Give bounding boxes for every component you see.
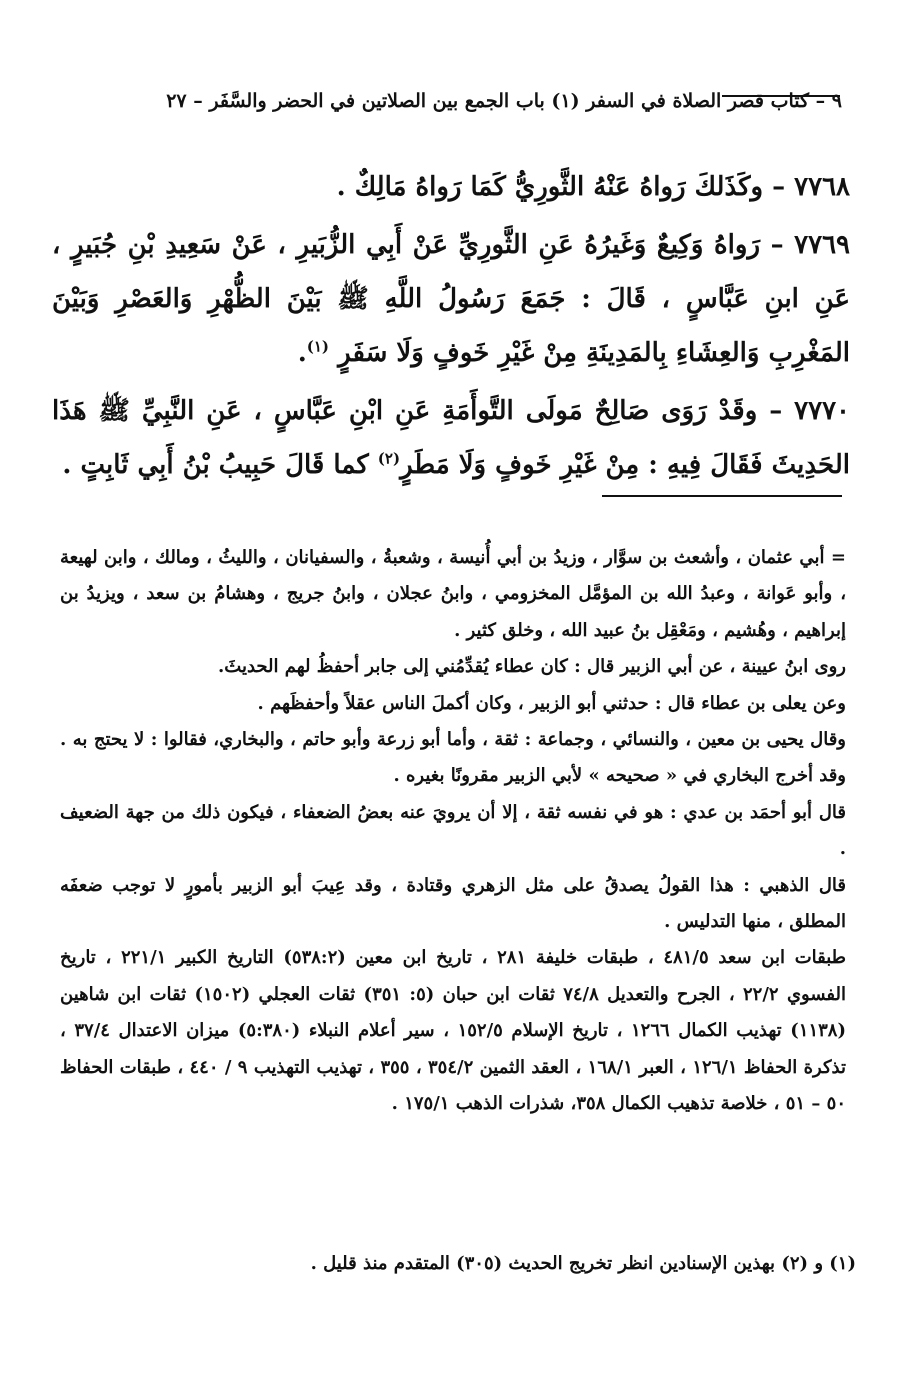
main-text xyxy=(52,160,850,496)
note-paragraph: = أبي عثمان ، وأشعث بن سوَّار ، وزيدُ بن أبي أُنيسة ، وشعبةُ ، والسفيانان ، والليثُ ، ومالك ، وابن لهيعة ، وأبو عَوانة ، وعبدُ الله بن المؤمَّل المخزومي ، وابنُ عجلان ، وابنُ جريج ، وهشامُ بن سعد ، ويزيدُ بن إبراهيم ، وهُشيم ، ومَعْقِل بنُ عبيد الله ، وخلق كثير . xyxy=(60,547,846,641)
header-title: ٩ – كتاب قصر الصلاة في السفر (١) باب الجمع بين الصلاتين في الحضر والسَّفَر – ٢٧ xyxy=(166,90,842,112)
note-paragraph: وعن يعلى بن عطاء قال : حدثني أبو الزبير ، وكان أكملَ الناس عقلاً وأحفظَهم . xyxy=(257,692,846,714)
sources-paragraph: طبقات ابن سعد ٤٨١/٥ ، طبقات خليفة ٢٨١ ، تاريخ ابن معين (٥٣٨:٢) التاريخ الكبير ٢٢١/١ ، تاريخ الفسوي ٢٢/٢ ، الجرح والتعديل ٧٤/٨ ثقات ابن حبان (٥: ٣٥١) ثقات العجلي (١٥٠٢) ثقات ابن شاهين (١١٣٨) تهذيب الكمال ١٢٦٦ ، تاريخ الإسلام ١٥٢/٥ ، سير أعلام النبلاء (٥:٣٨٠) ميزان الاعتدال ٣٧/٤ ، تذكرة الحفاظ ١٢٦/١ ، العبر ١٦٨/١ ، العقد الثمين ٣٥٤/٢ ، ٣٥٥ ، تهذيب التهذيب ٩ / ٤٤٠ ، طبقات الحفاظ ٥٠ – ٥١ ، خلاصة تذهيب الكمال ٣٥٨، شذرات الذهب ١٧٥/١ . xyxy=(60,947,846,1115)
hadith-7768 xyxy=(52,160,850,214)
note-paragraph: قال الذهبي : هذا القولُ يصدقُ على مثل الزهري وقتادة ، وقد عِيبَ أبو الزبير بأمورٍ لا توجب ضعفَه المطلق ، منها التدليس . xyxy=(60,874,846,933)
hadith-text-end: كما قَالَ حَبِيبُ بْنُ أَبِي ثَابِتٍ . xyxy=(62,450,378,480)
note-paragraph: وقال يحيى بن معين ، والنسائي ، وجماعة : ثقة ، وأما أبو زرعة وأبو حاتم ، والبخاري، فقالوا : لا يحتج به . وقد أخرج البخاري في « صحيحه » لأبي الزبير مقرونًا بغيره . xyxy=(60,729,846,787)
hadith-number: ٧٧٦٩ xyxy=(794,230,850,260)
commentary-notes xyxy=(60,540,846,1123)
footnote: (١) و (٢) بهذين الإسنادين انظر تخريج الحديث (٣٠٥) المتقدم منذ قليل . xyxy=(310,1253,856,1274)
notes-divider xyxy=(602,495,842,497)
note-paragraph: روى ابنُ عيينة ، عن أبي الزبير قال : كان عطاء يُقدِّمُني إلى جابر أحفظُ لهم الحديثَ. xyxy=(218,656,846,678)
running-header xyxy=(62,84,842,118)
hadith-number: ٧٧٦٨ xyxy=(794,172,850,202)
hadith-7770 xyxy=(52,384,850,492)
hadith-text-end: . xyxy=(297,338,307,368)
note-paragraph: قال أبو أحمَد بن عدي : هو في نفسه ثقة ، إلا أن يرويَ عنه بعضُ الضعفاء ، فيكون ذلك من جهة الضعيف . xyxy=(60,801,846,860)
hadith-7769 xyxy=(52,218,850,380)
hadith-text: – وكَذَلكَ رَواهُ عَنْهُ الثَّورِيُّ كَمَا رَواهُ مَالِكٌ . xyxy=(336,172,795,202)
hadith-text: – وقَدْ رَوَى صَالِحٌ مَولَى التَّوأَمَةِ عَنِ ابْنِ عَبَّاسٍ ، عَنِ النَّبِيِّ ﷺ هَذَا الحَدِيثَ فَقَالَ فِيهِ : مِنْ غَيْرِ خَوفٍ وَلَا مَطَرٍ xyxy=(52,396,850,480)
hadith-text: – رَواهُ وَكِيعٌ وَغَيرُهُ عَنِ الثَّورِيِّ عَنْ أَبِي الزُّبَيرِ ، عَنْ سَعِيدِ بْنِ جُبَيرٍ ، عَنِ ابنِ عَبَّاسٍ ، قَالَ : جَمَعَ رَسُولُ اللَّهِ ﷺ بَيْنَ الظُّهْرِ وَالعَصْرِ وَبَيْنَ المَغْرِبِ وَالعِشَاءِ بِالمَدِينَةِ مِنْ غَيْرِ خَوفٍ وَلَا سَفَرٍ xyxy=(52,230,850,368)
hadith-number: ٧٧٧٠ xyxy=(794,396,850,426)
footnote-marker: (١) xyxy=(306,337,330,356)
footnote-marker: (٢) xyxy=(377,449,401,468)
